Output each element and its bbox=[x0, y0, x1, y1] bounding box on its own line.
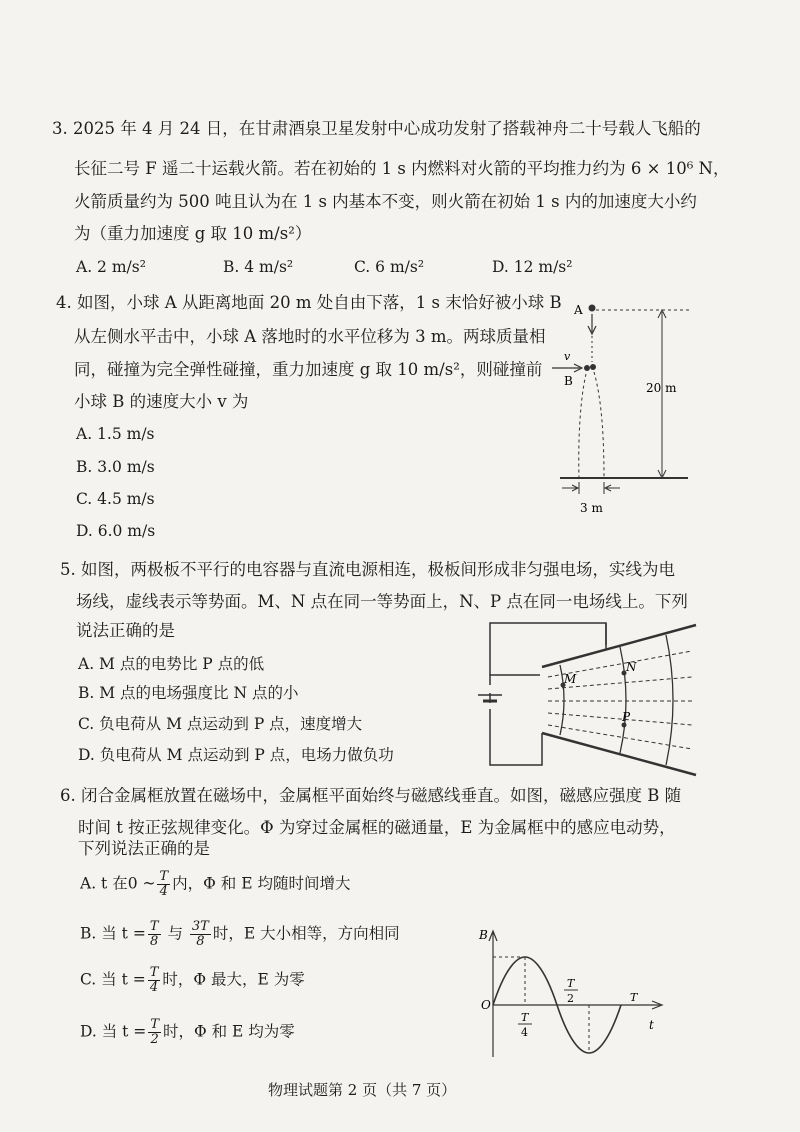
q6-origin-label: O bbox=[481, 998, 491, 1012]
q5-battery-gap-bottom bbox=[484, 703, 498, 709]
q6-option-b-fraction-2 bbox=[190, 920, 211, 949]
q3-text-line-2: 长征二号 F 遥二十运载火箭。若在初始的 1 s 内燃料对火箭的平均推力约为 6 × 10⁶ N， bbox=[74, 159, 730, 178]
q5-equipotential-4 bbox=[548, 713, 692, 725]
q3-text-line-4: 为（重力加速度 g 取 10 m/s²） bbox=[74, 224, 312, 243]
q5-option-a: A. M 点的电势比 P 点的低 bbox=[78, 655, 265, 673]
q4-label-b: B bbox=[564, 374, 573, 388]
q5-label-n: N bbox=[626, 660, 637, 674]
q3-option-c: C. 6 m/s² bbox=[354, 258, 425, 276]
q6-option-d-suffix: 时，Φ 和 E 均为零 bbox=[162, 1022, 295, 1041]
q5-wire-to-lower-plate bbox=[510, 733, 542, 765]
q4-option-c: C. 4.5 m/s bbox=[76, 490, 155, 508]
q6-option-d-fraction bbox=[148, 1018, 161, 1047]
q6-option-c-denominator: 4 bbox=[149, 980, 159, 995]
q6-option-a-fraction bbox=[157, 870, 170, 899]
q4-ball-a bbox=[589, 305, 596, 312]
q6-option-c-fraction bbox=[148, 966, 161, 995]
q4-width-label: 3 m bbox=[580, 501, 603, 515]
q6-figure bbox=[475, 925, 675, 1065]
q5-text-line-2: 场线，虚线表示等势面。M、N 点在同一等势面上，N、P 点在同一电场线上。下列 bbox=[76, 592, 688, 611]
q6-text-line-1: 6. 闭合金属框放置在磁场中，金属框平面始终与磁感线垂直。如图，磁感应强度 B 随 bbox=[60, 786, 682, 805]
q5-option-c: C. 负电荷从 M 点运动到 P 点，速度增大 bbox=[78, 715, 363, 733]
q6-axis-x-label: t bbox=[649, 1018, 654, 1032]
q6-tick-t2-numerator: T bbox=[567, 977, 575, 990]
q6-option-c-suffix: 时，Φ 最大，E 为零 bbox=[162, 970, 305, 989]
q4-ball-a-collision bbox=[590, 364, 596, 370]
q5-option-d: D. 负电荷从 M 点运动到 P 点，电场力做负功 bbox=[78, 746, 394, 764]
q6-option-b-suffix: 时，E 大小相等，方向相同 bbox=[212, 924, 400, 943]
q4-label-a: A bbox=[574, 303, 583, 317]
q6-tick-t2-denominator: 2 bbox=[567, 992, 574, 1005]
q5-option-b: B. M 点的电场强度比 N 点的小 bbox=[78, 684, 299, 702]
q5-label-m: M bbox=[564, 672, 577, 686]
q5-wire-upper bbox=[490, 623, 606, 675]
q5-battery-gap-top bbox=[484, 685, 498, 693]
q6-option-a-numerator: T bbox=[159, 869, 169, 884]
q5-upper-plate bbox=[542, 625, 696, 667]
q6-axis-y-label: B bbox=[479, 928, 488, 942]
q3-option-a: A. 2 m/s² bbox=[76, 258, 146, 276]
q6-tick-t: T bbox=[630, 991, 638, 1004]
q3-text-line-1: 3. 2025 年 4 月 24 日，在甘肃酒泉卫星发射中心成功发射了搭载神舟二十号载人飞船的 bbox=[52, 119, 701, 138]
q5-figure bbox=[470, 615, 700, 780]
q6-option-b bbox=[80, 920, 400, 949]
q6-option-c-numerator: T bbox=[149, 965, 159, 980]
q6-option-b-denominator-1: 8 bbox=[150, 934, 159, 949]
q4-figure bbox=[530, 290, 700, 525]
q4-text-line-1: 4. 如图，小球 A 从距离地面 20 m 处自由下落，1 s 末恰好被小球 B bbox=[56, 293, 562, 312]
q6-option-b-connector: 与 bbox=[167, 924, 183, 943]
q4-option-d: D. 6.0 m/s bbox=[76, 522, 156, 540]
q6-option-b-denominator-2: 8 bbox=[196, 934, 205, 949]
q6-option-b-prefix: B. 当 t = bbox=[80, 924, 146, 943]
q6-tick-t4-numerator: T bbox=[521, 1011, 529, 1024]
q3-option-d: D. 12 m/s² bbox=[492, 258, 573, 276]
q6-option-b-numerator-2: 3T bbox=[191, 919, 209, 934]
q6-option-d-numerator: T bbox=[150, 1017, 159, 1032]
q6-option-c bbox=[80, 966, 305, 995]
q6-option-b-fraction-1 bbox=[148, 920, 161, 949]
q6-option-d-denominator: 2 bbox=[150, 1032, 159, 1047]
q4-option-b: B. 3.0 m/s bbox=[76, 458, 155, 476]
q4-height-label: 20 m bbox=[646, 381, 677, 395]
q4-option-a: A. 1.5 m/s bbox=[76, 425, 155, 443]
page-footer: 物理试题第 2 页（共 7 页） bbox=[268, 1081, 457, 1099]
q6-text-line-3: 下列说法正确的是 bbox=[78, 839, 210, 858]
q6-text-line-2: 时间 t 按正弦规律变化。Φ 为穿过金属框的磁通量，E 为金属框中的感应电动势， bbox=[78, 818, 676, 837]
q6-option-b-numerator-1: T bbox=[149, 919, 159, 934]
q3-text-line-3: 火箭质量约为 500 吨且认为在 1 s 内基本不变，则火箭在初始 1 s 内的加速度大小约 bbox=[74, 192, 697, 211]
q6-option-a-denominator: 4 bbox=[159, 884, 168, 899]
q4-text-line-3: 同，碰撞为完全弹性碰撞，重力加速度 g 取 10 m/s²，则碰撞前 bbox=[74, 360, 543, 379]
q6-option-c-prefix: C. 当 t = bbox=[80, 970, 146, 989]
q5-field-line-3 bbox=[666, 635, 673, 765]
q4-trajectory-b bbox=[579, 374, 586, 478]
q3-option-b: B. 4 m/s² bbox=[223, 258, 294, 276]
q6-option-a bbox=[80, 870, 350, 899]
q4-ball-b bbox=[584, 365, 590, 371]
q6-option-a-suffix: 内，Φ 和 E 均随时间增大 bbox=[172, 874, 351, 893]
q4-label-v: v bbox=[564, 350, 571, 363]
q5-text-line-3: 说法正确的是 bbox=[76, 621, 175, 640]
q4-text-line-2: 从左侧水平击中，小球 A 落地时的水平位移为 3 m。两球质量相 bbox=[74, 327, 546, 346]
q5-lower-plate bbox=[542, 733, 696, 775]
q6-tick-t4-denominator: 4 bbox=[521, 1026, 528, 1039]
q4-text-line-4: 小球 B 的速度大小 v 为 bbox=[74, 392, 249, 411]
q6-option-a-prefix: A. t 在0 ~ bbox=[80, 874, 156, 893]
q5-label-p: P bbox=[622, 710, 631, 724]
q6-option-d bbox=[80, 1018, 295, 1047]
q5-text-line-1: 5. 如图，两极板不平行的电容器与直流电源相连，极板间形成非匀强电场，实线为电 bbox=[60, 560, 675, 579]
q6-option-d-prefix: D. 当 t = bbox=[80, 1022, 147, 1041]
q4-trajectory-a bbox=[594, 372, 604, 478]
